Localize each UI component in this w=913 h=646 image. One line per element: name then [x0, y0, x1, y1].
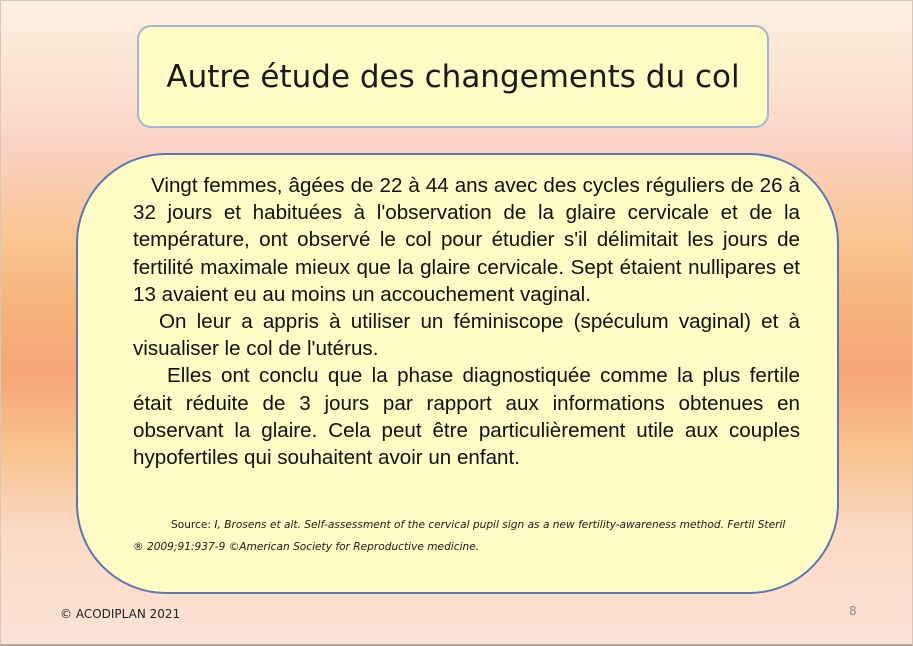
source-reference: I, Brosens et alt. Self-assessment of the cervical pupil sign as a new fertility-awareness method. Fertil Steril ® 2009;91:937-9 ©American Society for Reproductive medicine. — [133, 519, 786, 553]
source-label: Source: — [171, 519, 211, 531]
paragraph-feminiscope: On leur a appris à utiliser un féminiscope (spéculum vaginal) et à visualiser le col de l'utérus. — [133, 310, 800, 361]
source-citation — [133, 514, 793, 558]
page-number: 8 — [849, 604, 857, 618]
body-text — [133, 172, 800, 471]
slide-title: Autre étude des changements du col — [166, 58, 740, 95]
paragraph-conclusion: Elles ont conclu que la phase diagnostiquée comme la plus fertile était réduite de 3 jours par rapport aux informations obtenues en observant la glaire. Cela peut être particulièrement utile aux couples hypofertiles qui souhaitent avoir un enfant. — [133, 364, 800, 470]
footer-copyright: © ACODIPLAN 2021 — [60, 607, 181, 621]
paragraph-study-description: Vingt femmes, âgées de 22 à 44 ans avec des cycles réguliers de 26 à 32 jours et habituées à l'observation de la glaire cervicale et de la température, ont observé le col pour étudier s'il délimitait les jours de fertilité maximale mieux que la glaire cervicale. Sept étaient nullipares et 13 avaient eu au moins un accouchement vaginal. — [133, 174, 800, 306]
title-box — [137, 25, 769, 128]
